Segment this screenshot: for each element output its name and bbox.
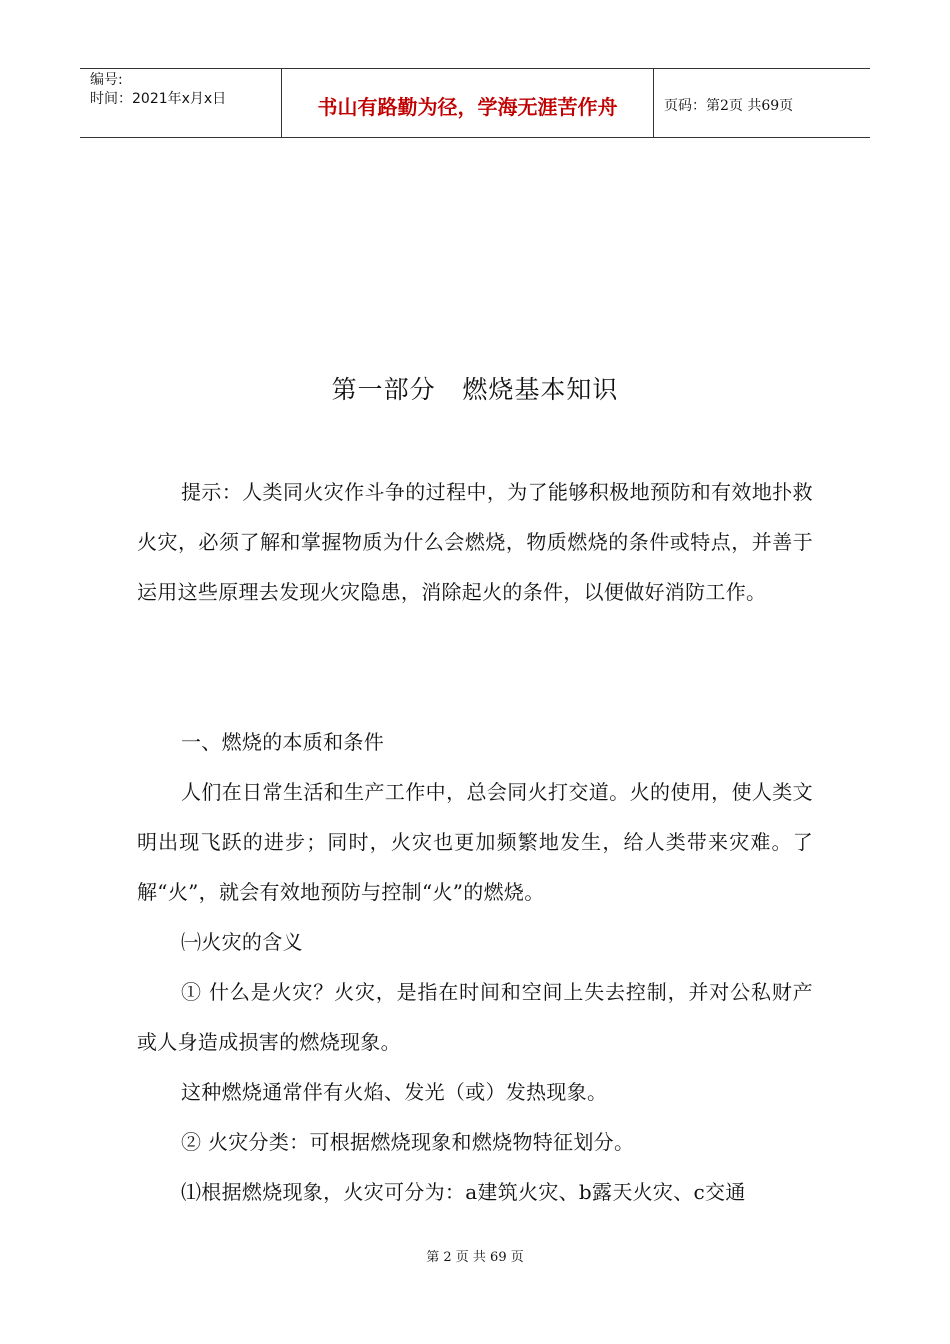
page-footer: 第 2 页 共 69 页 bbox=[426, 1250, 524, 1265]
paragraph-what-is-fire: ① 什么是火灾？火灾，是指在时间和空间上失去控制，并对公私财产或人身造成损害的燃烧现象。 bbox=[137, 980, 813, 1054]
paragraph-classification-by-phenomena: ⑴根据燃烧现象，火灾可分为：a建筑火灾、b露天火灾、c交通 bbox=[181, 1180, 746, 1204]
paragraph-fire-intro: 人们在日常生活和生产工作中，总会同火打交道。火的使用，使人类文明出现飞跃的进步；同时，火灾也更加频繁地发生，给人类带来灾难。了解“火”，就会有效地预防与控制“火”的燃烧。 bbox=[137, 780, 813, 904]
document-number-label: 编号: bbox=[90, 72, 123, 88]
document-time-label: 时间：2021年x月x日 bbox=[90, 91, 227, 107]
subheading-fire-meaning: ㈠火灾的含义 bbox=[181, 930, 303, 954]
paragraph-combustion-phenomena: 这种燃烧通常伴有火焰、发光（或）发热现象。 bbox=[181, 1080, 608, 1104]
section-title: 第一部分 燃烧基本知识 bbox=[331, 375, 619, 404]
header-motto: 书山有路勤为径，学海无涯苦作舟 bbox=[282, 69, 654, 137]
heading-combustion-nature: 一、燃烧的本质和条件 bbox=[181, 730, 384, 754]
paragraph-fire-classification: ② 火灾分类：可根据燃烧现象和燃烧物特征划分。 bbox=[181, 1130, 635, 1154]
header-meta-cell bbox=[80, 69, 282, 137]
page-header bbox=[80, 68, 870, 138]
header-page-info: 页码：第2页 共69页 bbox=[664, 98, 794, 114]
paragraph-hint: 提示：人类同火灾作斗争的过程中，为了能够积极地预防和有效地扑救火灾，必须了解和掌握物质为什么会燃烧，物质燃烧的条件或特点，并善于运用这些原理去发现火灾隐患，消除起火的条件，以便做好消防工作。 bbox=[137, 480, 813, 604]
